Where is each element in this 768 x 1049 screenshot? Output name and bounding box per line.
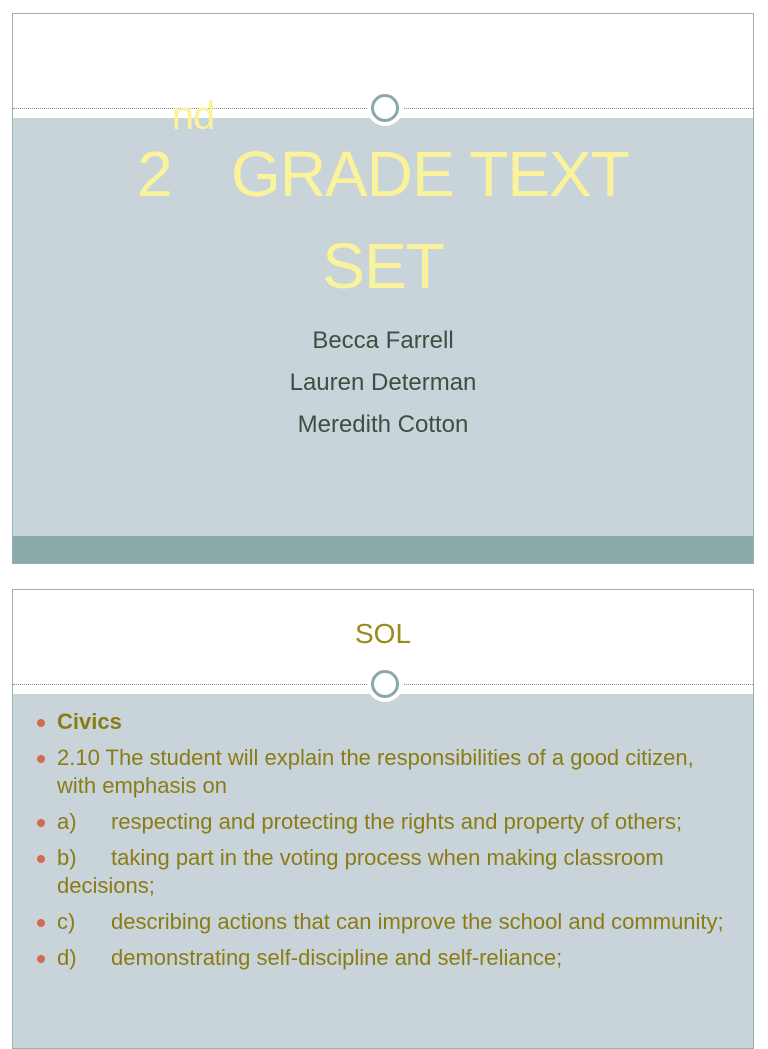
bullet-item [33, 944, 733, 972]
author-name: Becca Farrell [312, 327, 454, 354]
slide-body [13, 94, 753, 537]
author-name: Lauren Determan [289, 369, 477, 396]
bullet-label: c) [57, 909, 76, 934]
bullet-item [33, 844, 733, 900]
slide-title [13, 94, 753, 312]
title-slide [12, 13, 754, 564]
bullet-dot-icon [37, 819, 45, 827]
title-line1-rest: GRADE TEXT [214, 138, 629, 210]
title-line-2: SET [322, 230, 444, 302]
bullet-dot-icon [37, 719, 45, 727]
bullet-text: demonstrating self-discipline and self-reliance; [111, 945, 563, 970]
title-number: 2 [137, 138, 172, 210]
circle-knob-icon [367, 90, 403, 126]
bullet-dot-icon [37, 855, 45, 863]
author-list [13, 320, 753, 446]
bullet-item [33, 744, 733, 800]
slide-title: SOL [354, 618, 412, 649]
bullet-label: a) [57, 809, 77, 834]
bullet-text: taking part in the voting process when making classroom decisions; [57, 845, 664, 898]
title-line-1 [13, 94, 753, 220]
slide-body [13, 694, 753, 1048]
title-superscript: nd [171, 94, 215, 138]
sol-slide [12, 589, 754, 1049]
slide-footer-bar [13, 536, 753, 563]
bullet-text: respecting and protecting the rights and property of others; [111, 809, 683, 834]
author-name: Meredith Cotton [297, 411, 469, 438]
bullet-text: describing actions that can improve the school and community; [111, 909, 724, 934]
bullet-list [33, 708, 733, 980]
bullet-text: 2.10 The student will explain the responsibilities of a good citizen, with emphasis on [57, 745, 694, 798]
bullet-label: b) [57, 845, 77, 870]
bullet-dot-icon [37, 955, 45, 963]
bullet-item [33, 908, 733, 936]
bullet-label: d) [57, 945, 77, 970]
bullet-dot-icon [37, 919, 45, 927]
bullet-text: Civics [57, 709, 122, 734]
circle-knob-icon [367, 666, 403, 702]
bullet-item [33, 708, 733, 736]
bullet-item [33, 808, 733, 836]
bullet-dot-icon [37, 755, 45, 763]
